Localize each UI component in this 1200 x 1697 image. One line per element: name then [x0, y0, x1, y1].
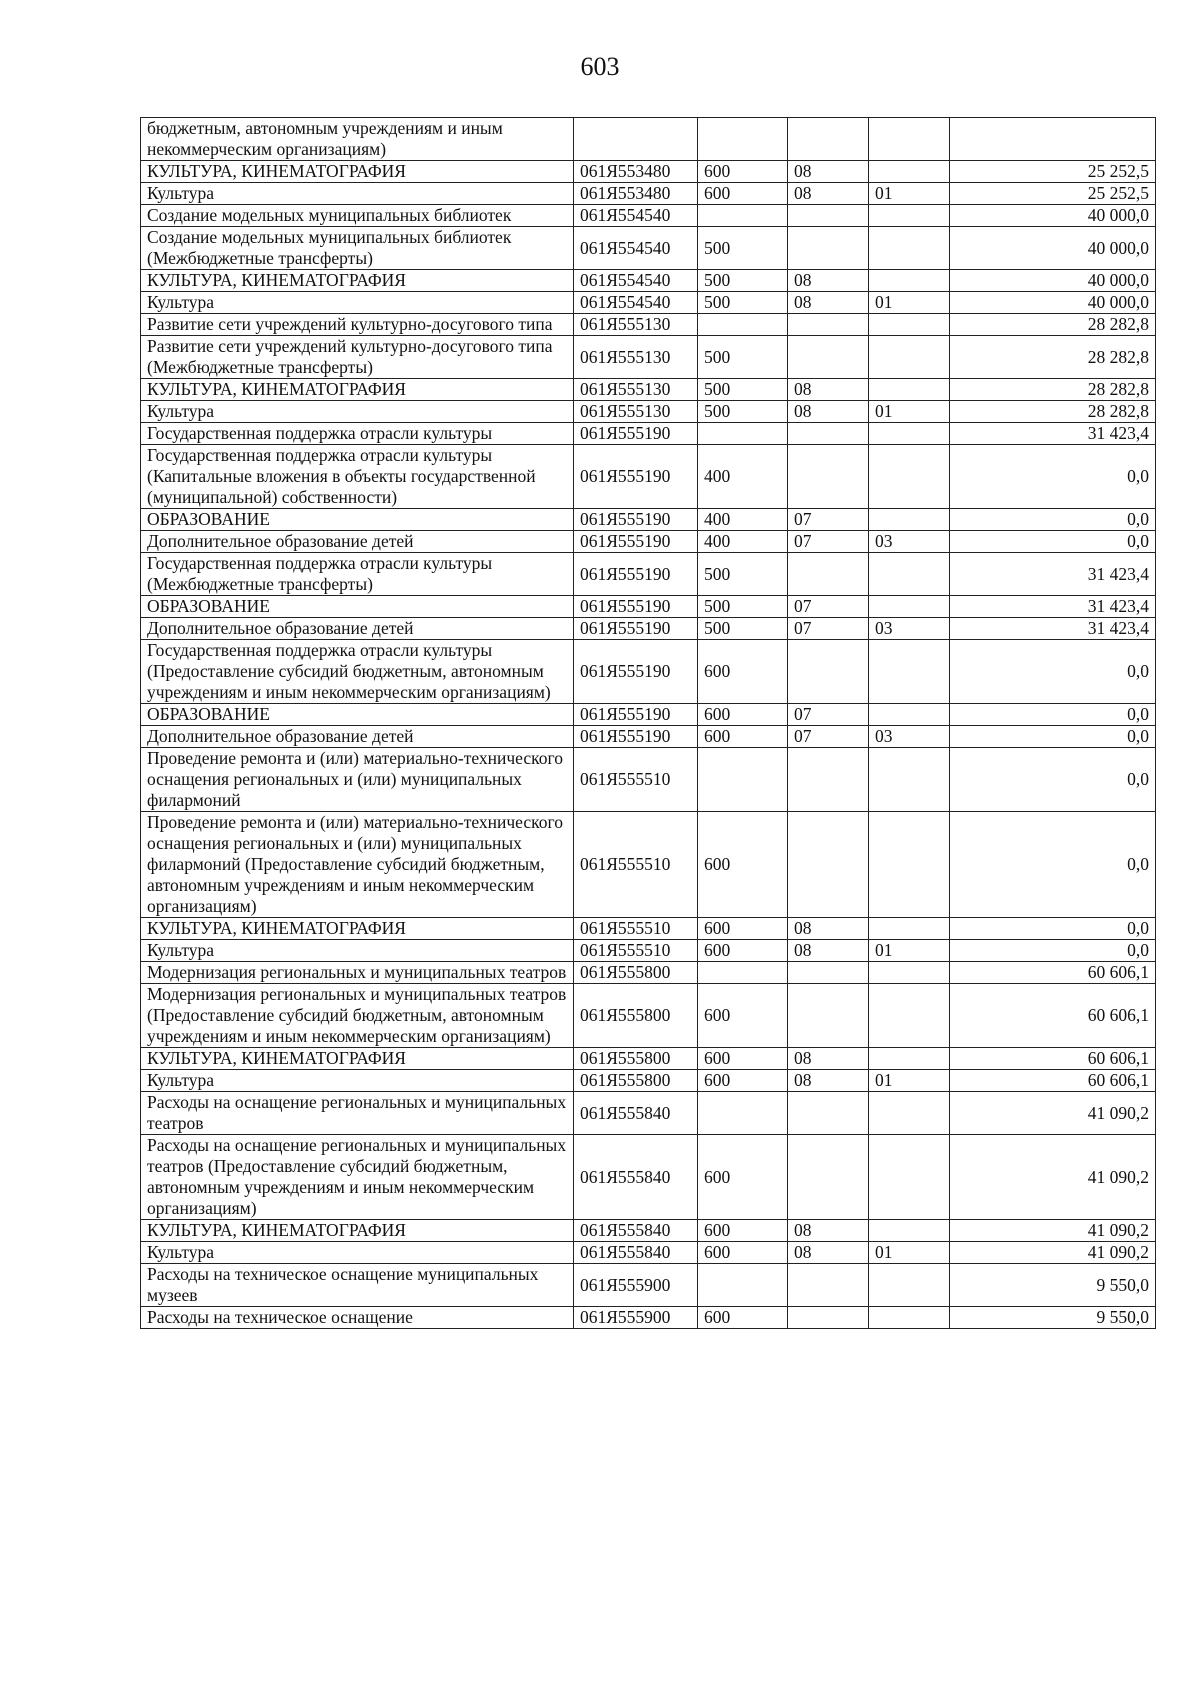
amount-cell: 31 423,4 [950, 618, 1156, 640]
amount-cell: 0,0 [950, 918, 1156, 940]
subsection-cell [869, 918, 950, 940]
amount-cell: 0,0 [950, 531, 1156, 553]
row-name-cell: Дополнительное образование детей [141, 531, 574, 553]
amount-cell: 41 090,2 [950, 1092, 1156, 1135]
expense-type-cell: 500 [698, 553, 788, 596]
target-article-cell: 061Я555800 [574, 1048, 698, 1070]
expense-type-cell: 600 [698, 1307, 788, 1329]
table-row [141, 509, 1156, 531]
target-article-cell: 061Я555800 [574, 984, 698, 1048]
section-cell: 08 [788, 379, 869, 401]
subsection-cell [869, 1307, 950, 1329]
target-article-cell: 061Я555190 [574, 553, 698, 596]
target-article-cell: 061Я554540 [574, 205, 698, 227]
target-article-cell: 061Я555130 [574, 336, 698, 379]
amount-cell: 60 606,1 [950, 1048, 1156, 1070]
expense-type-cell: 400 [698, 445, 788, 509]
subsection-cell [869, 984, 950, 1048]
subsection-cell [869, 1220, 950, 1242]
subsection-cell [869, 270, 950, 292]
expense-type-cell: 500 [698, 401, 788, 423]
subsection-cell [869, 161, 950, 183]
row-name-cell: Модернизация региональных и муниципальных театров [141, 962, 574, 984]
expense-type-cell: 600 [698, 1048, 788, 1070]
row-name-cell: Расходы на оснащение региональных и муниципальных театров [141, 1092, 574, 1135]
expense-type-cell [698, 205, 788, 227]
subsection-cell [869, 423, 950, 445]
expense-type-cell: 500 [698, 618, 788, 640]
budget-table [140, 117, 1156, 1329]
table-row [141, 336, 1156, 379]
subsection-cell [869, 812, 950, 918]
amount-cell: 41 090,2 [950, 1135, 1156, 1220]
amount-cell: 40 000,0 [950, 270, 1156, 292]
table-row [141, 748, 1156, 812]
subsection-cell [869, 1092, 950, 1135]
target-article-cell: 061Я555190 [574, 618, 698, 640]
subsection-cell [869, 118, 950, 161]
row-name-cell: ОБРАЗОВАНИЕ [141, 704, 574, 726]
table-row [141, 640, 1156, 704]
row-name-cell: Культура [141, 292, 574, 314]
subsection-cell [869, 553, 950, 596]
subsection-cell [869, 962, 950, 984]
expense-type-cell [698, 118, 788, 161]
expense-type-cell [698, 314, 788, 336]
section-cell: 08 [788, 940, 869, 962]
expense-type-cell: 600 [698, 984, 788, 1048]
row-name-cell: КУЛЬТУРА, КИНЕМАТОГРАФИЯ [141, 918, 574, 940]
subsection-cell [869, 640, 950, 704]
table-row [141, 270, 1156, 292]
table-row [141, 1242, 1156, 1264]
section-cell [788, 962, 869, 984]
row-name-cell: Модернизация региональных и муниципальных театров (Предоставление субсидий бюджетным, автономным учреждениям и иным некоммерческим организациям) [141, 984, 574, 1048]
table-row [141, 531, 1156, 553]
amount-cell: 31 423,4 [950, 596, 1156, 618]
amount-cell: 40 000,0 [950, 292, 1156, 314]
table-row [141, 1307, 1156, 1329]
amount-cell: 31 423,4 [950, 553, 1156, 596]
amount-cell: 0,0 [950, 509, 1156, 531]
subsection-cell [869, 596, 950, 618]
budget-table-body [141, 118, 1156, 1329]
section-cell [788, 553, 869, 596]
section-cell: 07 [788, 704, 869, 726]
table-row [141, 1135, 1156, 1220]
expense-type-cell: 500 [698, 336, 788, 379]
amount-cell: 31 423,4 [950, 423, 1156, 445]
amount-cell: 40 000,0 [950, 227, 1156, 270]
expense-type-cell [698, 1092, 788, 1135]
row-name-cell: бюджетным, автономным учреждениям и иным некоммерческим организациям) [141, 118, 574, 161]
expense-type-cell [698, 423, 788, 445]
subsection-cell: 03 [869, 726, 950, 748]
amount-cell: 41 090,2 [950, 1220, 1156, 1242]
section-cell: 07 [788, 509, 869, 531]
subsection-cell [869, 509, 950, 531]
target-article-cell: 061Я555800 [574, 962, 698, 984]
expense-type-cell: 600 [698, 1220, 788, 1242]
subsection-cell [869, 379, 950, 401]
section-cell [788, 812, 869, 918]
section-cell [788, 205, 869, 227]
section-cell [788, 445, 869, 509]
section-cell: 08 [788, 270, 869, 292]
amount-cell: 0,0 [950, 726, 1156, 748]
target-article-cell: 061Я555130 [574, 314, 698, 336]
amount-cell: 28 282,8 [950, 401, 1156, 423]
table-row [141, 314, 1156, 336]
amount-cell: 0,0 [950, 704, 1156, 726]
amount-cell: 28 282,8 [950, 336, 1156, 379]
section-cell [788, 984, 869, 1048]
row-name-cell: КУЛЬТУРА, КИНЕМАТОГРАФИЯ [141, 1220, 574, 1242]
target-article-cell: 061Я555840 [574, 1220, 698, 1242]
target-article-cell: 061Я555190 [574, 423, 698, 445]
row-name-cell: Расходы на оснащение региональных и муниципальных театров (Предоставление субсидий бюджетным, автономным учреждениям и иным некоммерческим организациям) [141, 1135, 574, 1220]
target-article-cell: 061Я555510 [574, 748, 698, 812]
expense-type-cell: 500 [698, 270, 788, 292]
table-row [141, 379, 1156, 401]
section-cell: 08 [788, 1070, 869, 1092]
target-article-cell: 061Я555190 [574, 445, 698, 509]
subsection-cell [869, 1048, 950, 1070]
amount-cell: 0,0 [950, 940, 1156, 962]
table-row [141, 401, 1156, 423]
table-row [141, 553, 1156, 596]
section-cell [788, 227, 869, 270]
target-article-cell: 061Я555900 [574, 1307, 698, 1329]
table-row [141, 292, 1156, 314]
expense-type-cell: 600 [698, 161, 788, 183]
section-cell: 07 [788, 596, 869, 618]
row-name-cell: Создание модельных муниципальных библиотек [141, 205, 574, 227]
section-cell [788, 1307, 869, 1329]
amount-cell [950, 118, 1156, 161]
page-number: 603 [580, 52, 620, 81]
row-name-cell: КУЛЬТУРА, КИНЕМАТОГРАФИЯ [141, 161, 574, 183]
section-cell: 08 [788, 183, 869, 205]
section-cell [788, 314, 869, 336]
table-row [141, 423, 1156, 445]
row-name-cell: ОБРАЗОВАНИЕ [141, 509, 574, 531]
table-row [141, 704, 1156, 726]
row-name-cell: Развитие сети учреждений культурно-досугового типа [141, 314, 574, 336]
amount-cell: 60 606,1 [950, 1070, 1156, 1092]
table-row [141, 161, 1156, 183]
table-row [141, 1070, 1156, 1092]
expense-type-cell: 600 [698, 640, 788, 704]
subsection-cell [869, 1135, 950, 1220]
row-name-cell: ОБРАЗОВАНИЕ [141, 596, 574, 618]
amount-cell: 25 252,5 [950, 161, 1156, 183]
target-article-cell: 061Я555190 [574, 596, 698, 618]
target-article-cell [574, 118, 698, 161]
row-name-cell: Государственная поддержка отрасли культуры (Капитальные вложения в объекты государственной (муниципальной) собственности) [141, 445, 574, 509]
subsection-cell: 03 [869, 531, 950, 553]
table-row [141, 183, 1156, 205]
section-cell [788, 1264, 869, 1307]
row-name-cell: Культура [141, 1070, 574, 1092]
subsection-cell: 01 [869, 1242, 950, 1264]
section-cell [788, 1092, 869, 1135]
target-article-cell: 061Я553480 [574, 161, 698, 183]
amount-cell: 9 550,0 [950, 1307, 1156, 1329]
amount-cell: 0,0 [950, 748, 1156, 812]
table-row [141, 940, 1156, 962]
target-article-cell: 061Я555510 [574, 940, 698, 962]
row-name-cell: Расходы на техническое оснащение муниципальных музеев [141, 1264, 574, 1307]
table-row [141, 812, 1156, 918]
row-name-cell: Расходы на техническое оснащение [141, 1307, 574, 1329]
expense-type-cell [698, 962, 788, 984]
subsection-cell [869, 1264, 950, 1307]
subsection-cell: 03 [869, 618, 950, 640]
table-row [141, 596, 1156, 618]
section-cell [788, 118, 869, 161]
subsection-cell: 01 [869, 292, 950, 314]
amount-cell: 60 606,1 [950, 962, 1156, 984]
row-name-cell: Культура [141, 183, 574, 205]
target-article-cell: 061Я555190 [574, 640, 698, 704]
target-article-cell: 061Я555190 [574, 531, 698, 553]
row-name-cell: Создание модельных муниципальных библиотек (Межбюджетные трансферты) [141, 227, 574, 270]
section-cell [788, 423, 869, 445]
expense-type-cell: 600 [698, 1135, 788, 1220]
target-article-cell: 061Я555130 [574, 401, 698, 423]
row-name-cell: КУЛЬТУРА, КИНЕМАТОГРАФИЯ [141, 1048, 574, 1070]
table-row [141, 726, 1156, 748]
section-cell [788, 640, 869, 704]
table-row [141, 1092, 1156, 1135]
section-cell [788, 1135, 869, 1220]
amount-cell: 28 282,8 [950, 379, 1156, 401]
section-cell [788, 748, 869, 812]
amount-cell: 0,0 [950, 812, 1156, 918]
target-article-cell: 061Я555840 [574, 1092, 698, 1135]
section-cell: 07 [788, 726, 869, 748]
row-name-cell: Государственная поддержка отрасли культуры (Межбюджетные трансферты) [141, 553, 574, 596]
expense-type-cell: 500 [698, 379, 788, 401]
section-cell: 07 [788, 531, 869, 553]
row-name-cell: Культура [141, 401, 574, 423]
target-article-cell: 061Я555900 [574, 1264, 698, 1307]
subsection-cell [869, 336, 950, 379]
row-name-cell: Культура [141, 1242, 574, 1264]
target-article-cell: 061Я555190 [574, 726, 698, 748]
table-row [141, 205, 1156, 227]
table-row [141, 227, 1156, 270]
section-cell: 08 [788, 918, 869, 940]
row-name-cell: Дополнительное образование детей [141, 618, 574, 640]
table-row [141, 445, 1156, 509]
amount-cell: 0,0 [950, 445, 1156, 509]
subsection-cell: 01 [869, 183, 950, 205]
target-article-cell: 061Я555510 [574, 812, 698, 918]
expense-type-cell: 500 [698, 227, 788, 270]
subsection-cell: 01 [869, 1070, 950, 1092]
amount-cell: 9 550,0 [950, 1264, 1156, 1307]
row-name-cell: КУЛЬТУРА, КИНЕМАТОГРАФИЯ [141, 379, 574, 401]
target-article-cell: 061Я554540 [574, 227, 698, 270]
row-name-cell: Государственная поддержка отрасли культуры [141, 423, 574, 445]
expense-type-cell: 500 [698, 292, 788, 314]
target-article-cell: 061Я554540 [574, 292, 698, 314]
table-row [141, 618, 1156, 640]
expense-type-cell: 600 [698, 183, 788, 205]
target-article-cell: 061Я555840 [574, 1242, 698, 1264]
amount-cell: 0,0 [950, 640, 1156, 704]
row-name-cell: Проведение ремонта и (или) материально-технического оснащения региональных и (или) муниципальных филармоний [141, 748, 574, 812]
target-article-cell: 061Я555510 [574, 918, 698, 940]
section-cell: 08 [788, 1242, 869, 1264]
table-row [141, 984, 1156, 1048]
expense-type-cell: 500 [698, 596, 788, 618]
row-name-cell: Развитие сети учреждений культурно-досугового типа (Межбюджетные трансферты) [141, 336, 574, 379]
section-cell: 07 [788, 618, 869, 640]
target-article-cell: 061Я555190 [574, 704, 698, 726]
target-article-cell: 061Я553480 [574, 183, 698, 205]
expense-type-cell: 600 [698, 940, 788, 962]
subsection-cell [869, 314, 950, 336]
table-row [141, 962, 1156, 984]
section-cell: 08 [788, 1048, 869, 1070]
expense-type-cell: 600 [698, 812, 788, 918]
amount-cell: 40 000,0 [950, 205, 1156, 227]
section-cell: 08 [788, 161, 869, 183]
target-article-cell: 061Я555840 [574, 1135, 698, 1220]
amount-cell: 25 252,5 [950, 183, 1156, 205]
amount-cell: 41 090,2 [950, 1242, 1156, 1264]
expense-type-cell: 400 [698, 531, 788, 553]
row-name-cell: Культура [141, 940, 574, 962]
expense-type-cell [698, 748, 788, 812]
section-cell [788, 336, 869, 379]
expense-type-cell: 400 [698, 509, 788, 531]
row-name-cell: Проведение ремонта и (или) материально-технического оснащения региональных и (или) муниципальных филармоний (Предоставление субсидий бюджетным, автономным учреждениям и иным некоммерческим организациям) [141, 812, 574, 918]
amount-cell: 60 606,1 [950, 984, 1156, 1048]
subsection-cell: 01 [869, 940, 950, 962]
table-row [141, 1048, 1156, 1070]
subsection-cell [869, 748, 950, 812]
subsection-cell [869, 445, 950, 509]
target-article-cell: 061Я555130 [574, 379, 698, 401]
row-name-cell: КУЛЬТУРА, КИНЕМАТОГРАФИЯ [141, 270, 574, 292]
expense-type-cell: 600 [698, 1070, 788, 1092]
section-cell: 08 [788, 401, 869, 423]
expense-type-cell: 600 [698, 726, 788, 748]
target-article-cell: 061Я555190 [574, 509, 698, 531]
section-cell: 08 [788, 292, 869, 314]
target-article-cell: 061Я555800 [574, 1070, 698, 1092]
subsection-cell [869, 205, 950, 227]
subsection-cell: 01 [869, 401, 950, 423]
subsection-cell [869, 704, 950, 726]
expense-type-cell: 600 [698, 1242, 788, 1264]
amount-cell: 28 282,8 [950, 314, 1156, 336]
target-article-cell: 061Я554540 [574, 270, 698, 292]
section-cell: 08 [788, 1220, 869, 1242]
expense-type-cell: 600 [698, 704, 788, 726]
row-name-cell: Дополнительное образование детей [141, 726, 574, 748]
expense-type-cell [698, 1264, 788, 1307]
row-name-cell: Государственная поддержка отрасли культуры (Предоставление субсидий бюджетным, автономным учреждениям и иным некоммерческим организациям) [141, 640, 574, 704]
table-row [141, 918, 1156, 940]
table-row [141, 1264, 1156, 1307]
expense-type-cell: 600 [698, 918, 788, 940]
table-row [141, 1220, 1156, 1242]
subsection-cell [869, 227, 950, 270]
table-row [141, 118, 1156, 161]
